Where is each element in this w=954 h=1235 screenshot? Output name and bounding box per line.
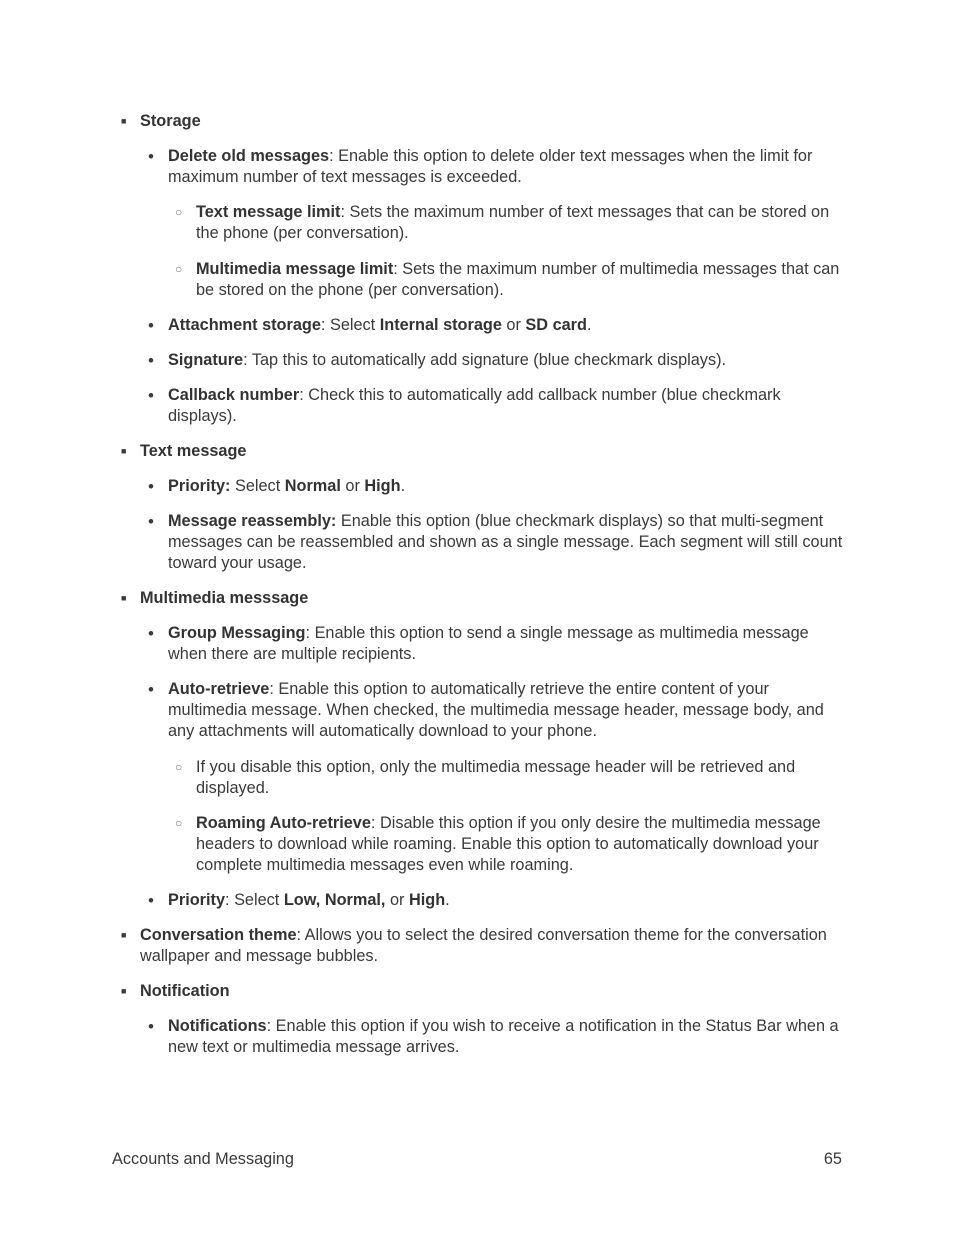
item-description: : Check this to automatically add callback number (blue checkmark displays). bbox=[168, 386, 781, 425]
item-description: : Allows you to select the desired conversation theme for the conversation wallpaper and message bubbles. bbox=[140, 926, 827, 965]
dot-bullet: • bbox=[148, 624, 154, 643]
item-label: Text message limit bbox=[196, 203, 341, 221]
section-title: Multimedia messsage bbox=[140, 589, 309, 607]
item-label: Auto-retrieve bbox=[168, 680, 270, 698]
item-description: If you disable this option, only the multimedia message header will be retrieved and displayed. bbox=[196, 758, 796, 797]
item-description: : Disable this option if you only desire the multimedia message headers to download while roaming. Enable this option to automatically download your complete multimedia messages even while roaming. bbox=[196, 814, 821, 874]
section-storage bbox=[121, 111, 850, 132]
item-text: . bbox=[445, 891, 450, 909]
list-item-roaming-auto-retrieve bbox=[175, 813, 844, 876]
circle-bullet: ○ bbox=[175, 205, 183, 219]
list-item-signature bbox=[148, 350, 843, 371]
item-label: Callback number bbox=[168, 386, 300, 404]
option-internal-storage: Internal storage bbox=[379, 316, 502, 334]
item-description: : Enable this option to delete older text messages when the limit for maximum number of text messages is exceeded. bbox=[168, 147, 813, 186]
circle-bullet: ○ bbox=[175, 760, 183, 774]
item-description: : Enable this option if you wish to receive a notification in the Status Bar when a new text or multimedia message arrives. bbox=[168, 1017, 839, 1056]
dot-bullet: • bbox=[148, 386, 154, 405]
option-high: High bbox=[364, 477, 401, 495]
list-item-notifications bbox=[148, 1016, 843, 1058]
square-bullet: ■ bbox=[121, 986, 127, 996]
item-label: Priority bbox=[168, 891, 226, 909]
option-normal: Normal bbox=[284, 477, 341, 495]
list-item-delete-old-messages bbox=[148, 146, 843, 188]
item-description: Enable this option (blue checkmark displays) so that multi-segment messages can be reassembled and shown as a single message. Each segment will still count toward your usage. bbox=[168, 512, 843, 572]
footer-section-title: Accounts and Messaging bbox=[112, 1150, 294, 1168]
section-title: Notification bbox=[140, 982, 230, 1000]
list-item-callback-number bbox=[148, 385, 843, 427]
item-label: Notifications bbox=[168, 1017, 267, 1035]
item-text: . bbox=[586, 316, 592, 334]
list-item-auto-retrieve bbox=[148, 679, 843, 742]
list-item-attachment-storage bbox=[148, 315, 843, 336]
item-label: Priority: bbox=[168, 477, 231, 495]
item-label: Signature bbox=[168, 351, 244, 369]
item-description: : Enable this option to send a single message as multimedia message when there are multiple recipients. bbox=[168, 624, 809, 663]
section-notification bbox=[121, 981, 850, 1002]
item-description: : Tap this to automatically add signature (blue checkmark displays). bbox=[243, 351, 727, 369]
dot-bullet: • bbox=[148, 891, 154, 910]
list-item-disable-note bbox=[175, 757, 844, 799]
square-bullet: ■ bbox=[121, 930, 127, 940]
list-item-priority-mms bbox=[148, 890, 843, 911]
item-description: : Enable this option to automatically retrieve the entire content of your multimedia message. When checked, the multimedia message header, message body, and any attachments will automatically download to your phone. bbox=[168, 680, 824, 740]
square-bullet: ■ bbox=[121, 446, 127, 456]
dot-bullet: • bbox=[148, 316, 154, 335]
dot-bullet: • bbox=[148, 147, 154, 166]
square-bullet: ■ bbox=[121, 593, 127, 603]
item-label: Multimedia message limit bbox=[196, 260, 394, 278]
item-text: Select bbox=[230, 477, 285, 495]
section-conversation-theme bbox=[121, 925, 850, 967]
footer-page-number: 65 bbox=[823, 1150, 842, 1168]
list-item-priority-text bbox=[148, 476, 843, 497]
section-text-message bbox=[121, 441, 850, 462]
item-label: Message reassembly: bbox=[168, 512, 337, 530]
section-title: Storage bbox=[140, 112, 201, 130]
item-label: Conversation theme bbox=[140, 926, 297, 944]
item-description: : Sets the maximum number of multimedia messages that can be stored on the phone (per conversation). bbox=[196, 260, 840, 299]
item-text: . bbox=[400, 477, 406, 495]
item-text: : Select bbox=[320, 316, 380, 334]
item-label: Delete old messages bbox=[168, 147, 330, 165]
item-label: Roaming Auto-retrieve bbox=[196, 814, 371, 832]
dot-bullet: • bbox=[148, 680, 154, 699]
item-text: : Select bbox=[225, 891, 284, 909]
item-text: or bbox=[501, 316, 526, 334]
dot-bullet: • bbox=[148, 477, 154, 496]
option-sd-card: SD card bbox=[525, 316, 587, 334]
list-item-group-messaging bbox=[148, 623, 843, 665]
item-description: : Sets the maximum number of text messages that can be stored on the phone (per conversation). bbox=[196, 203, 830, 242]
item-text: or bbox=[340, 477, 365, 495]
circle-bullet: ○ bbox=[175, 816, 183, 830]
list-item-message-reassembly bbox=[148, 511, 843, 574]
option-high: High bbox=[409, 891, 446, 909]
dot-bullet: • bbox=[148, 512, 154, 531]
item-text: or bbox=[385, 891, 409, 909]
option-low-normal: Low, Normal, bbox=[283, 891, 386, 909]
list-item-multimedia-message-limit bbox=[175, 259, 844, 301]
item-label: Attachment storage bbox=[168, 316, 321, 334]
circle-bullet: ○ bbox=[175, 262, 183, 276]
square-bullet: ■ bbox=[121, 116, 127, 126]
dot-bullet: • bbox=[148, 1017, 154, 1036]
dot-bullet: • bbox=[148, 351, 154, 370]
section-multimedia-message bbox=[121, 588, 850, 609]
section-title: Text message bbox=[140, 442, 247, 460]
item-label: Group Messaging bbox=[168, 624, 306, 642]
list-item-text-message-limit bbox=[175, 202, 844, 244]
